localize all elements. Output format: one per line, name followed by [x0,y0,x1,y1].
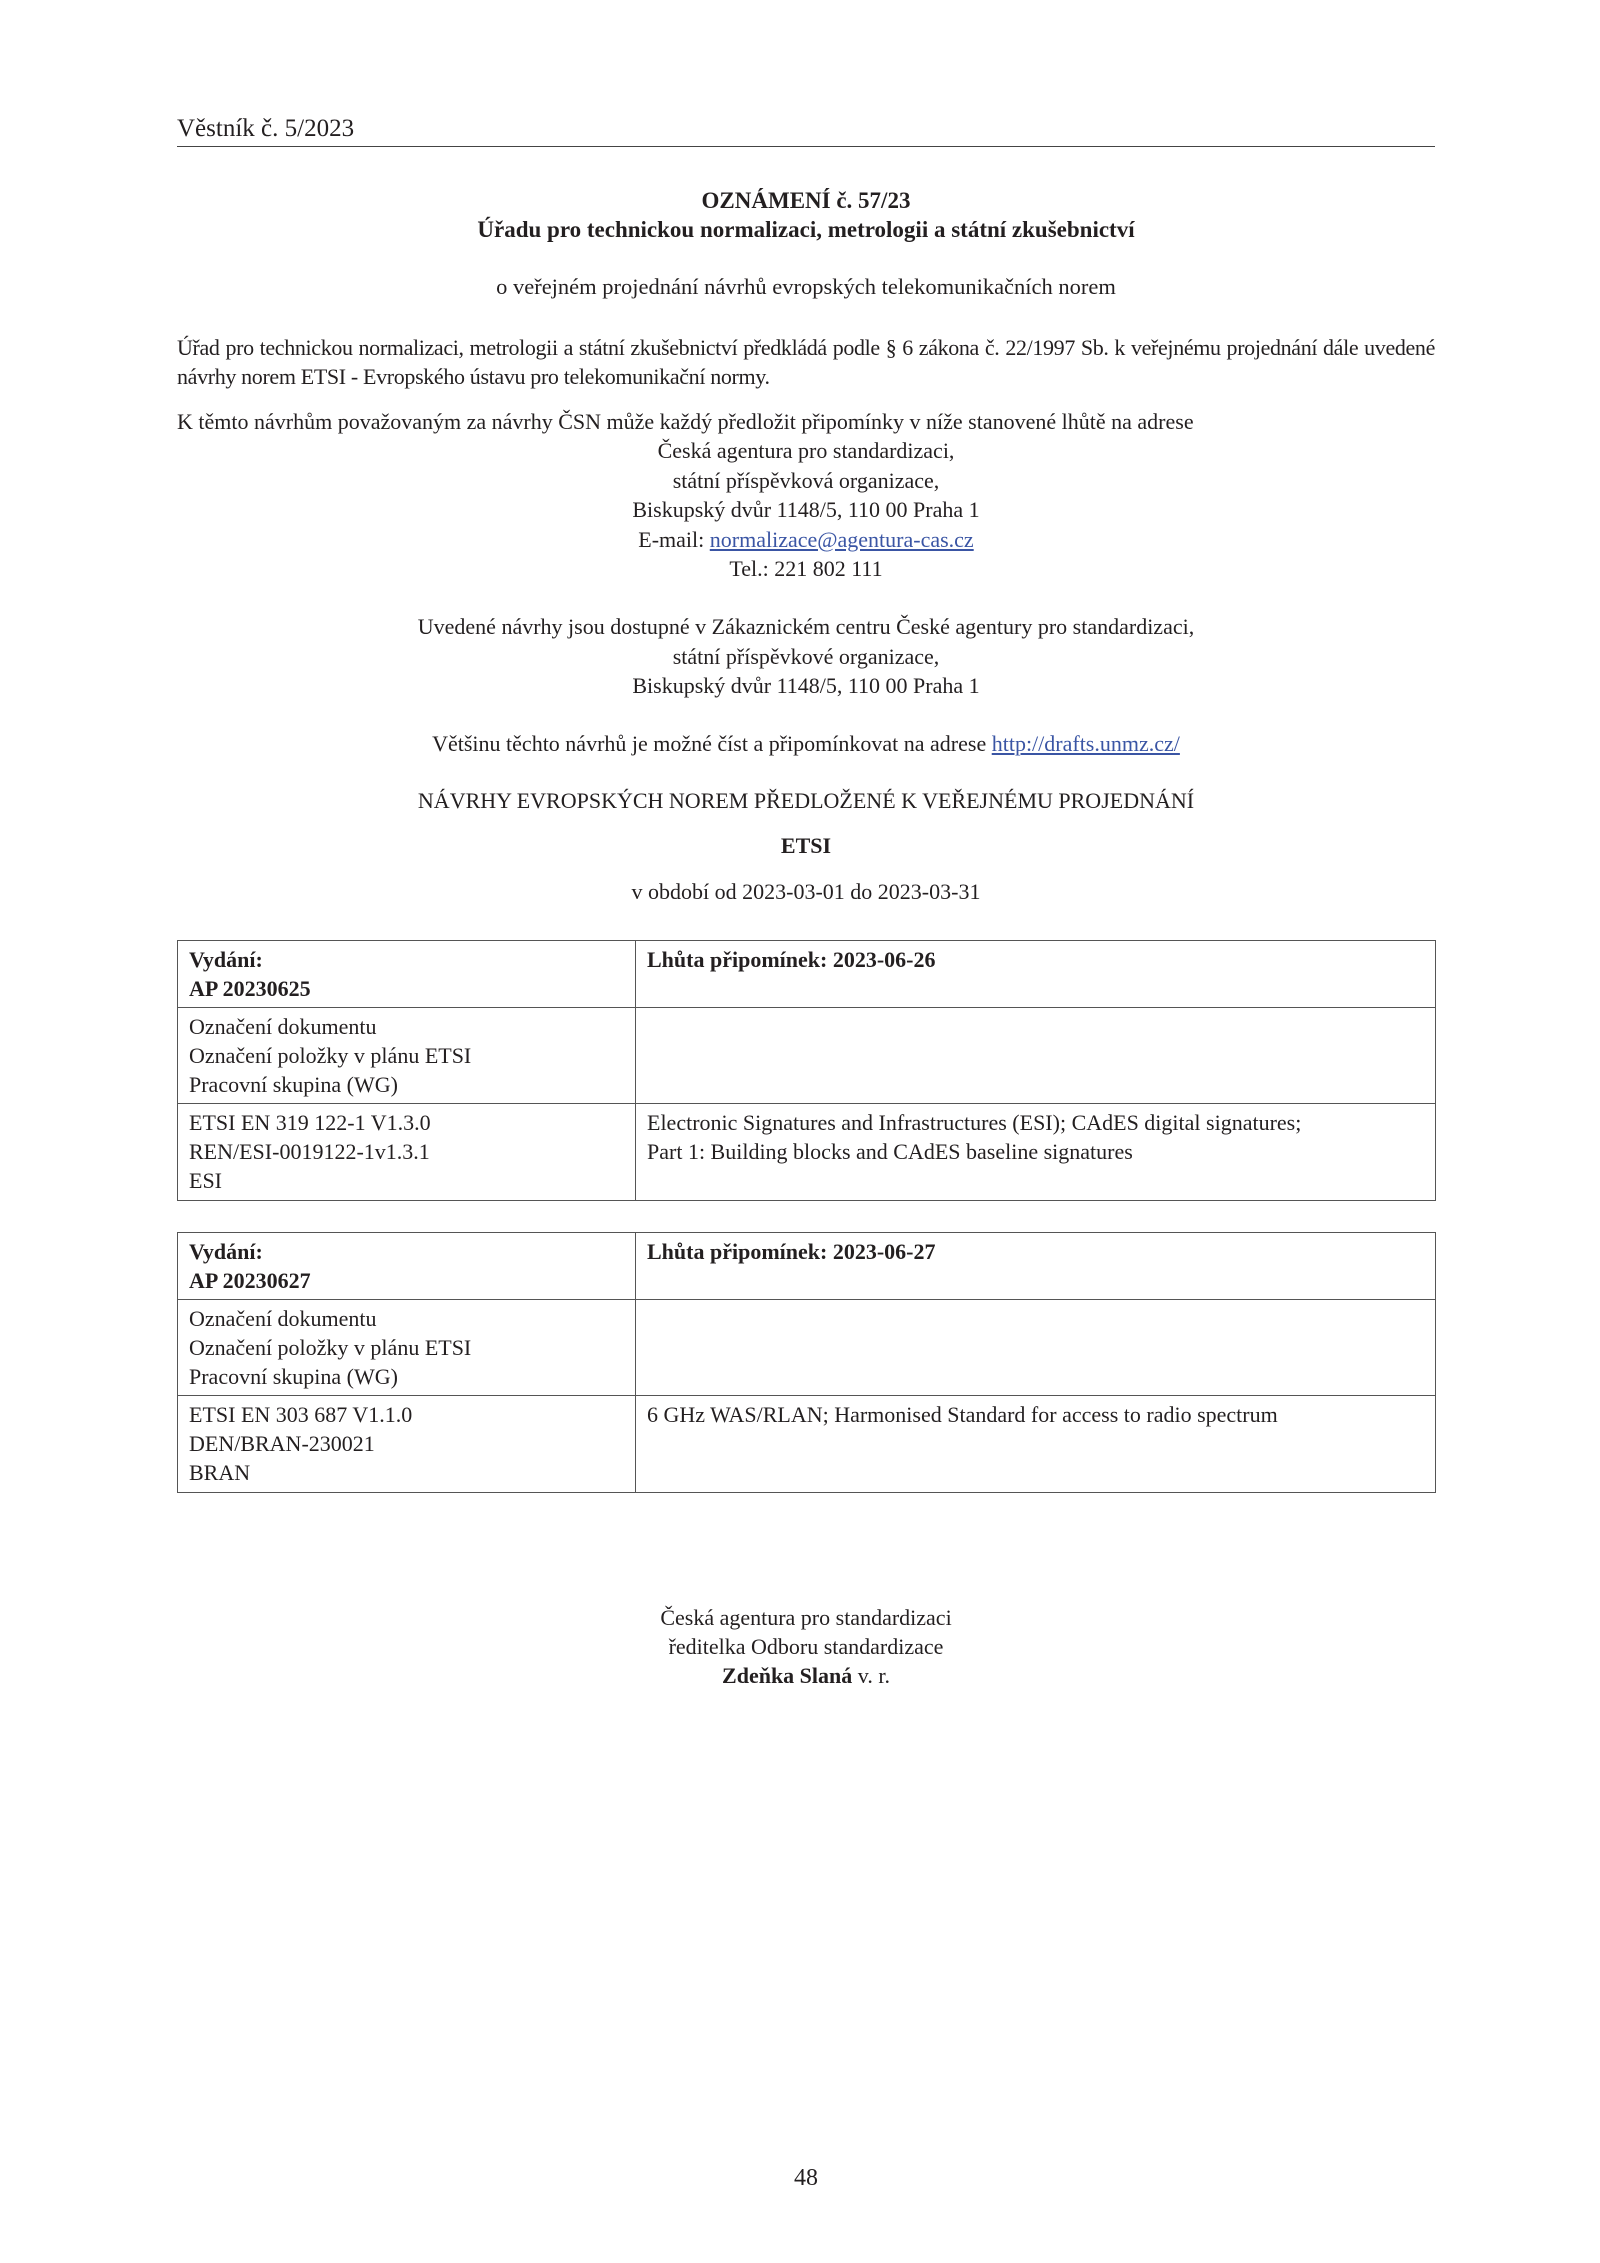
standards-table [177,940,1436,1201]
empty-cell [636,1300,1436,1396]
issue-number: AP 20230625 [189,976,311,1001]
availability-line: Uvedené návrhy jsou dostupné v Zákaznickém centru České agentury pro standardizaci, [417,614,1195,639]
email-link[interactable]: normalizace@agentura-cas.cz [709,526,974,552]
work-item-id: DEN/BRAN-230021 [189,1431,375,1456]
description-line: Electronic Signatures and Infrastructures (ESI); CAdES digital signatures; [647,1110,1302,1135]
issue-label: Vydání: [189,947,263,972]
work-item-id: REN/ESI-0019122-1v1.3.1 [189,1139,430,1164]
organization-heading: ETSI [780,833,832,858]
table-row [178,1396,1436,1493]
period-line: v období od 2023-03-01 do 2023-03-31 [631,879,981,904]
announcement-title: OZNÁMENÍ č. 57/23 [701,188,911,213]
legend-cell [178,1008,636,1104]
legend-line: Pracovní skupina (WG) [189,1072,398,1097]
address-line: Biskupský dvůr 1148/5, 110 00 Praha 1 [632,497,980,522]
signature-line: ředitelka Odboru standardizace [668,1634,944,1659]
page-header [177,112,1435,147]
empty-cell [636,1008,1436,1104]
phone-line: Tel.: 221 802 111 [729,556,883,581]
drafts-line [177,729,1435,758]
bulletin-number: Věstník č. 5/2023 [177,115,355,142]
deadline-cell: Lhůta připomínek: 2023-06-26 [636,941,1436,1008]
intro-paragraph: Úřad pro technickou normalizaci, metrologii a státní zkušebnictví předkládá podle § 6 zákona č. 22/1997 Sb. k veřejnému projednání dále uvedené návrhy norem ETSI - Evropského ústavu pro telekomunikační normy. [177,335,1435,389]
signature-name-line [177,1661,1435,1690]
table-row [178,941,1436,1008]
table-row [178,1104,1436,1201]
legend-line: Označení položky v plánu ETSI [189,1335,472,1360]
table-row [178,1233,1436,1300]
issue-cell [178,941,636,1008]
signatory-name: Zdeňka Slaná [722,1663,853,1688]
page-number: 48 [794,2165,818,2191]
address-line: státní příspěvková organizace, [672,467,940,493]
description-line: 6 GHz WAS/RLAN; Harmonised Standard for access to radio spectrum [647,1402,1278,1427]
availability-line: Biskupský dvůr 1148/5, 110 00 Praha 1 [632,673,980,698]
legend-line: Pracovní skupina (WG) [189,1364,398,1389]
signature-line: Česká agentura pro standardizaci [660,1605,952,1630]
availability-address [177,612,1435,701]
deadline-cell: Lhůta připomínek: 2023-06-27 [636,1233,1436,1300]
document-cell [178,1104,636,1201]
working-group: ESI [189,1168,222,1193]
signature-block [177,1603,1435,1690]
table-row [178,1300,1436,1396]
description-cell [636,1104,1436,1201]
comments-address [177,436,1435,584]
standards-table [177,1232,1436,1493]
issue-number: AP 20230627 [189,1268,311,1293]
announcement-authority: Úřadu pro technickou normalizaci, metrologii a státní zkušebnictví [477,217,1135,242]
section-title: NÁVRHY EVROPSKÝCH NOREM PŘEDLOŽENÉ K VEŘEJNÉMU PROJEDNÁNÍ [417,788,1195,813]
drafts-text: Většinu těchto návrhů je možné číst a připomínkovat na adrese [432,731,992,756]
legend-cell [178,1300,636,1396]
description-line: Part 1: Building blocks and CAdES baseline signatures [647,1139,1133,1164]
announcement-subtitle: o veřejném projednání návrhů evropských telekomunikačních norem [496,274,1116,299]
table-row [178,1008,1436,1104]
issue-cell [178,1233,636,1300]
comments-paragraph: K těmto návrhům považovaným za návrhy ČSN může každý předložit připomínky v níže stanovené lhůtě na adrese [177,409,1194,434]
availability-line: státní příspěvkové organizace, [672,643,940,669]
drafts-link[interactable]: http://drafts.unmz.cz/ [991,731,1180,756]
document-id: ETSI EN 303 687 V1.1.0 [189,1402,413,1427]
email-line [177,525,1435,555]
legend-line: Označení dokumentu [189,1306,377,1331]
document-cell [178,1396,636,1493]
issue-label: Vydání: [189,1239,263,1264]
legend-line: Označení položky v plánu ETSI [189,1043,472,1068]
description-cell [636,1396,1436,1493]
email-label: E-mail: [638,526,710,552]
signature-suffix: v. r. [852,1663,890,1688]
working-group: BRAN [189,1460,251,1485]
address-line: Česká agentura pro standardizaci, [657,438,955,463]
document-id: ETSI EN 319 122-1 V1.3.0 [189,1110,431,1135]
legend-line: Označení dokumentu [189,1014,377,1039]
